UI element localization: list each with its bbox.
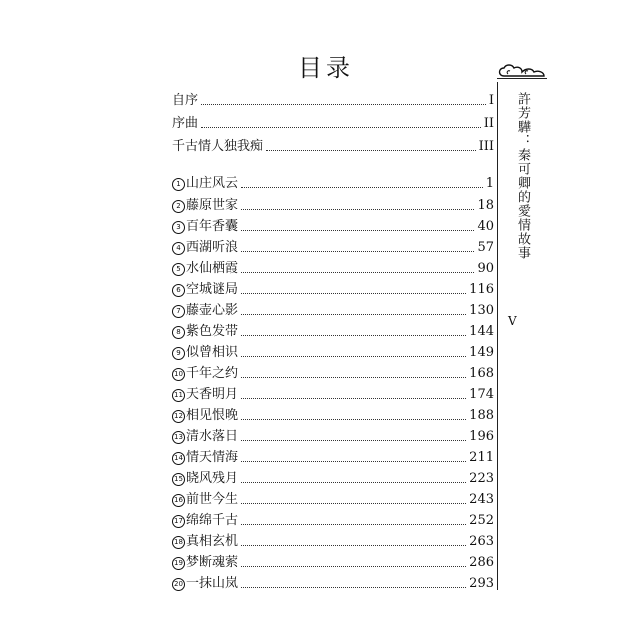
dot-leader bbox=[241, 335, 466, 336]
chapter-number-badge: 12 bbox=[172, 410, 185, 423]
toc-entry-label: 绵绵千古 bbox=[186, 513, 239, 528]
dot-leader bbox=[241, 440, 466, 441]
toc-entry-label: 相见恨晚 bbox=[186, 408, 239, 423]
chapter-number-badge: 4 bbox=[172, 242, 185, 255]
dot-leader bbox=[241, 272, 474, 273]
chapter-number-badge: 15 bbox=[172, 473, 185, 486]
toc-entry-label: 一抹山岚 bbox=[186, 576, 239, 591]
toc-entry-label: 千古情人独我痴 bbox=[172, 139, 264, 154]
toc-entry-page: 144 bbox=[469, 324, 494, 339]
chapter-number-badge: 11 bbox=[172, 389, 185, 402]
toc-entry-page: 211 bbox=[469, 450, 494, 465]
toc-entry-page: 90 bbox=[477, 261, 494, 276]
toc-entry-page: 130 bbox=[469, 303, 494, 318]
toc-entry-page: 293 bbox=[469, 576, 494, 591]
toc-entry-page: 196 bbox=[469, 429, 494, 444]
chapter-number-badge: 18 bbox=[172, 536, 185, 549]
toc-entry-page: 188 bbox=[469, 408, 494, 423]
toc-entry-page: 223 bbox=[469, 471, 494, 486]
chapter-number-badge: 19 bbox=[172, 557, 185, 570]
toc-entry-label: 真相玄机 bbox=[186, 534, 239, 549]
chapter-number-badge: 8 bbox=[172, 326, 185, 339]
toc-entry-label: 前世今生 bbox=[186, 492, 239, 507]
toc-entry-page: 263 bbox=[469, 534, 494, 549]
toc-entry-label: 序曲 bbox=[172, 116, 199, 131]
toc-entry-page: III bbox=[478, 139, 494, 154]
dot-leader bbox=[241, 230, 474, 231]
toc-entry-label: 自序 bbox=[172, 93, 199, 108]
toc-entry-intro[interactable] bbox=[172, 137, 494, 155]
toc-entry-page: 18 bbox=[477, 198, 494, 213]
chapter-number-badge: 2 bbox=[172, 200, 185, 213]
dot-leader bbox=[241, 419, 466, 420]
toc-entry-label: 梦断魂萦 bbox=[186, 555, 239, 570]
toc-chapter-entry[interactable] bbox=[172, 532, 494, 550]
dot-leader bbox=[241, 503, 466, 504]
dot-leader bbox=[241, 587, 466, 588]
page-title: 目录 bbox=[298, 54, 354, 82]
toc-chapter-entry[interactable] bbox=[172, 406, 494, 424]
toc-entry-overture[interactable] bbox=[172, 114, 494, 132]
chapter-number-badge: 7 bbox=[172, 305, 185, 318]
dot-leader bbox=[266, 150, 476, 151]
dot-leader bbox=[241, 482, 466, 483]
chapter-number-badge: 9 bbox=[172, 347, 185, 360]
toc-entry-label: 紫色发带 bbox=[186, 324, 239, 339]
toc-entry-label: 藤原世家 bbox=[186, 198, 239, 213]
chapter-number-badge: 6 bbox=[172, 284, 185, 297]
toc-chapter-entry[interactable] bbox=[172, 217, 494, 235]
chapter-number-badge: 20 bbox=[172, 578, 185, 591]
dot-leader bbox=[241, 566, 466, 567]
dot-leader bbox=[201, 104, 486, 105]
toc-entry-label: 情天情海 bbox=[186, 450, 239, 465]
dot-leader bbox=[241, 209, 474, 210]
toc-entry-label: 山庄风云 bbox=[186, 176, 239, 191]
chapter-number-badge: 17 bbox=[172, 515, 185, 528]
dot-leader bbox=[241, 314, 466, 315]
toc-chapter-entry[interactable] bbox=[172, 385, 494, 403]
toc-entry-label: 天香明月 bbox=[186, 387, 239, 402]
chapter-number-badge: 14 bbox=[172, 452, 185, 465]
toc-entry-page: I bbox=[488, 93, 494, 108]
toc-chapter-entry[interactable] bbox=[172, 469, 494, 487]
toc-entry-page: 57 bbox=[477, 240, 494, 255]
toc-chapter-entry[interactable] bbox=[172, 343, 494, 361]
chapter-number-badge: 3 bbox=[172, 221, 185, 234]
chapter-number-badge: 10 bbox=[172, 368, 185, 381]
dot-leader bbox=[241, 524, 466, 525]
toc-entry-label: 空城谜局 bbox=[186, 282, 239, 297]
dot-leader bbox=[241, 398, 466, 399]
toc-entry-page: 174 bbox=[469, 387, 494, 402]
folio-number: V bbox=[508, 314, 517, 328]
dot-leader bbox=[241, 461, 466, 462]
toc-entry-label: 晓风残月 bbox=[186, 471, 239, 486]
dot-leader bbox=[241, 251, 474, 252]
toc-entry-page: 116 bbox=[469, 282, 494, 297]
toc-chapter-entry[interactable] bbox=[172, 553, 494, 571]
toc-chapter-entry[interactable] bbox=[172, 238, 494, 256]
chapter-number-badge: 16 bbox=[172, 494, 185, 507]
toc-entry-page: 286 bbox=[469, 555, 494, 570]
toc-entry-page: 40 bbox=[477, 219, 494, 234]
toc-chapter-entry[interactable] bbox=[172, 427, 494, 445]
toc-chapter-entry[interactable] bbox=[172, 322, 494, 340]
dot-leader bbox=[241, 545, 466, 546]
toc-chapter-entry[interactable] bbox=[172, 174, 494, 192]
toc-entry-page: 149 bbox=[469, 345, 494, 360]
toc-entry-label: 百年香囊 bbox=[186, 219, 239, 234]
chapter-number-badge: 5 bbox=[172, 263, 185, 276]
toc-entry-page: 168 bbox=[469, 366, 494, 381]
chapter-number-badge: 1 bbox=[172, 178, 185, 191]
toc-chapter-entry[interactable] bbox=[172, 448, 494, 466]
toc-entry-label: 似曾相识 bbox=[186, 345, 239, 360]
toc-entry-label: 水仙栖霞 bbox=[186, 261, 239, 276]
toc-chapter-entry[interactable] bbox=[172, 301, 494, 319]
toc-entry-label: 千年之约 bbox=[186, 366, 239, 381]
dot-leader bbox=[241, 356, 466, 357]
toc-entry-page: II bbox=[483, 116, 494, 131]
toc-chapter-entry[interactable] bbox=[172, 574, 494, 592]
toc-entry-label: 藤壶心影 bbox=[186, 303, 239, 318]
toc-chapter-entry[interactable] bbox=[172, 280, 494, 298]
toc-chapter-entry[interactable] bbox=[172, 196, 494, 214]
toc-entry-label: 西湖听浪 bbox=[186, 240, 239, 255]
toc-chapter-entry[interactable] bbox=[172, 259, 494, 277]
side-running-title: 許芳驊：秦可卿的愛情故事 bbox=[515, 92, 530, 260]
toc-chapter-entry[interactable] bbox=[172, 364, 494, 382]
toc-entry-page: 1 bbox=[485, 176, 494, 191]
dot-leader bbox=[241, 187, 483, 188]
toc-chapter-entry[interactable] bbox=[172, 511, 494, 529]
toc-chapter-entry[interactable] bbox=[172, 490, 494, 508]
toc-entry-page: 243 bbox=[469, 492, 494, 507]
dot-leader bbox=[201, 127, 481, 128]
dot-leader bbox=[241, 377, 466, 378]
dot-leader bbox=[241, 293, 466, 294]
toc-entry-label: 清水落日 bbox=[186, 429, 239, 444]
toc-entry-page: 252 bbox=[469, 513, 494, 528]
chapter-number-badge: 13 bbox=[172, 431, 185, 444]
toc-entry-preface[interactable] bbox=[172, 91, 494, 109]
